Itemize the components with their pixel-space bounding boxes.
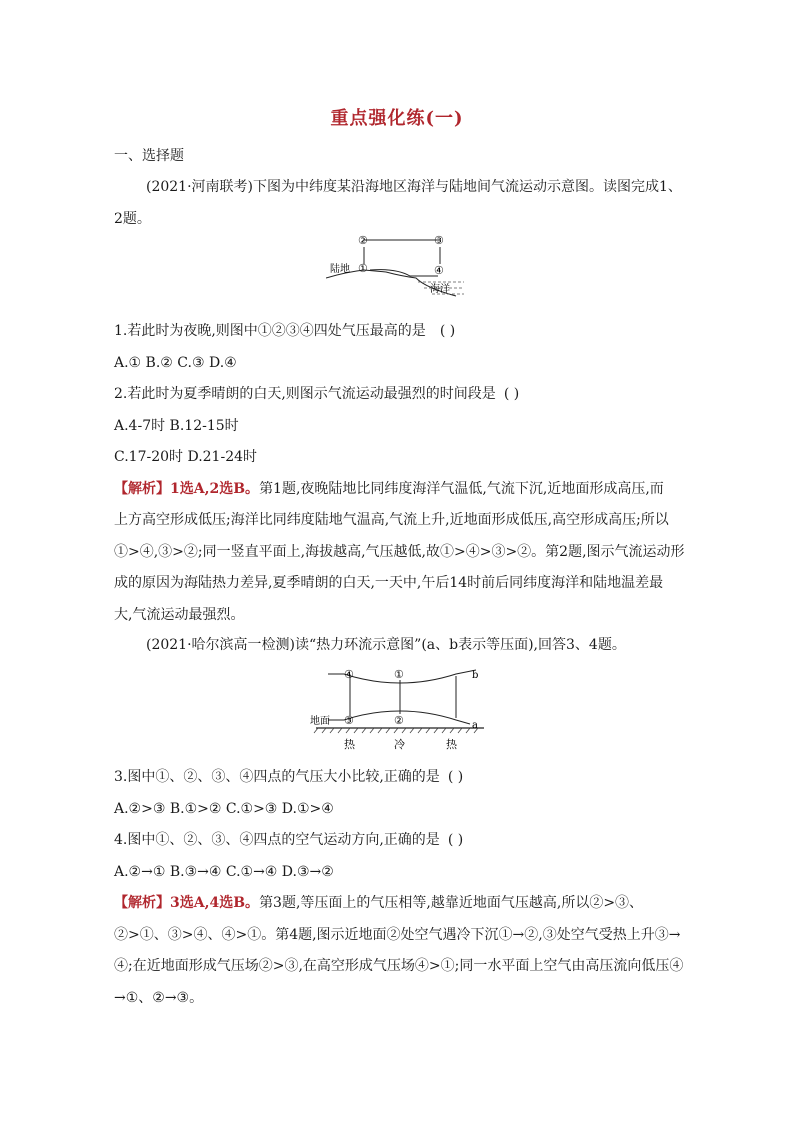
question-1-paren: ( ) [439,323,456,339]
figure-thermal-circulation [306,662,486,752]
figure-sea-land-circulation [326,230,466,300]
question-1-options: A.① B.② C.③ D.④ [114,355,237,371]
analysis-1-line-2: 上方高空形成低压;海洋比同纬度陆地气温高,气流上升,近地面形成低压,高空形成高压;所以 [114,512,669,528]
question-3-options: A.②>③ B.①>② C.①>③ D.①>④ [114,801,334,817]
fig2-point-1: ① [394,668,404,681]
analysis-1-line-5: 大,气流运动最强烈。 [114,607,245,623]
analysis-1-label: 【解析】1选A,2选B。 [114,481,260,497]
fig1-point-2: ② [358,234,368,247]
question-3-paren: ( ) [447,769,464,785]
question-4-stem: 4.图中①、②、③、④四点的空气运动方向,正确的是 [114,832,440,848]
fig1-sea-label: 海洋 [430,284,450,295]
intro-1-line-1: (2021·河南联考)下图为中纬度某沿海地区海洋与陆地间气流运动示意图。读图完成1、 [146,179,682,195]
question-2-options-2: C.17-20时 D.21-24时 [114,449,258,465]
analysis-2-line-4: →①、②→③。 [114,990,204,1006]
analysis-2-line-3: ④;在近地面形成气压场②>③,在高空形成气压场④>①;同一水平面上空气由高压流向低压④ [114,958,684,974]
question-2-stem: 2.若此时为夏季晴朗的白天,则图示气流运动最强烈的时间段是 [114,386,496,402]
fig1-point-4: ④ [434,264,444,277]
fig2-point-4: ④ [344,668,354,681]
fig2-point-2: ② [394,714,404,727]
question-4-paren: ( ) [447,832,464,848]
question-4 [114,830,463,850]
fig1-point-3: ③ [434,234,444,247]
analysis-2-line-2: ②>①、③>④、④>①。第4题,图示近地面②处空气遇冷下沉①→②,③处空气受热上升③→ [114,927,681,943]
fig2-point-3: ③ [344,714,354,727]
question-4-options: A.②→① B.③→④ C.①→④ D.③→② [114,864,334,880]
analysis-1-line-4: 成的原因为海陆热力差异,夏季晴朗的白天,一天中,午后14时前后同纬度海洋和陆地温差最 [114,575,664,591]
intro-1-line-2: 2题。 [114,211,151,227]
question-3-stem: 3.图中①、②、③、④四点的气压大小比较,正确的是 [114,769,440,785]
fig2-hot-right: 热 [446,738,457,751]
analysis-2-label: 【解析】3选A,4选B。 [114,895,260,911]
question-2-options-1: A.4-7时 B.12-15时 [114,418,239,434]
section-heading: 一、选择题 [114,148,184,164]
fig1-point-1: ① [358,262,368,275]
fig2-label-b: b [472,670,479,681]
fig2-cold: 冷 [394,738,405,751]
question-1 [114,321,455,341]
fig2-ground-label: 地面 [310,716,330,727]
page-title: 重点强化练(一) [330,108,464,129]
question-1-stem: 1.若此时为夜晚,则图中①②③④四处气压最高的是 [114,323,426,339]
analysis-1-line-1: 【解析】1选A,2选B。第1题,夜晚陆地比同纬度海洋气温低,气流下沉,近地面形成高压,而 [114,481,664,497]
analysis-2-line-1: 【解析】3选A,4选B。第3题,等压面上的气压相等,越靠近地面气压越高,所以②>③、 [114,895,644,911]
intro-2: (2021·哈尔滨高一检测)读“热力环流示意图”(a、b表示等压面),回答3、4题。 [146,637,626,653]
fig2-label-a: a [472,720,478,731]
fig2-hot-left: 热 [344,738,355,751]
question-3 [114,767,463,787]
fig1-land-label: 陆地 [330,264,350,275]
question-2 [114,384,519,404]
analysis-1-line-3: ①>④,③>②;同一竖直平面上,海拔越高,气压越低,故①>④>③>②。第2题,图示气流运动形 [114,544,685,560]
question-2-paren: ( ) [503,386,520,402]
